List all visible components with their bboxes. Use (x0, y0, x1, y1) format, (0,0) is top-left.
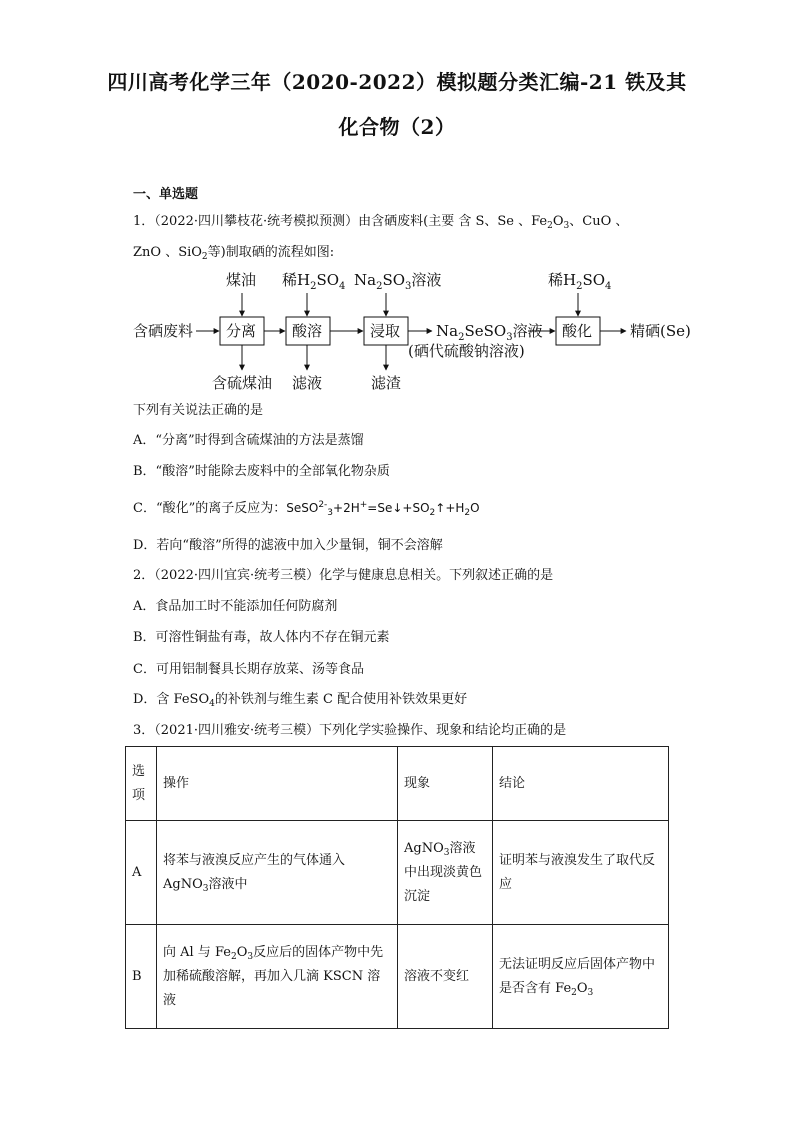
row-a-option: A (126, 821, 157, 925)
box-separation-label: 分离 (226, 322, 257, 340)
header-option: 选项 (126, 747, 157, 821)
header-operation: 操作 (157, 747, 398, 821)
output-residue: 滤渣 (371, 374, 402, 392)
q1-flow-diagram (0, 262, 794, 397)
row-a-operation: 将苯与液溴反应产生的气体通入 AgNO$_3$溶液中 (157, 821, 398, 925)
start-selenium-waste: 含硒废料 (133, 322, 194, 340)
title-line-1: 四川高考化学三年（2020-2022）模拟题分类汇编-21 铁及其 (107, 70, 687, 94)
box-acidify-label: 酸化 (562, 322, 593, 340)
q1-option-c[interactable]: C．“酸化”的离子反应为：$SeSO^{2-}_3+2H^+=Se↓+SO_2↑+H_2O$ (133, 500, 480, 518)
q1-option-a[interactable]: A．“分离”时得到含硫煤油的方法是蒸馏 (133, 433, 364, 448)
q2-option-d[interactable]: D．含 FeSO$_4$的补铁剂与维生素 C 配合使用补铁效果更好 (133, 692, 468, 709)
table-row-a (126, 821, 669, 925)
q1-prompt: 下列有关说法正确的是 (133, 403, 264, 418)
input-dilute-h2so4-2: 稀$H_2SO_4$ (548, 271, 612, 292)
box-acid-dissolve-label: 酸溶 (292, 322, 323, 340)
q1-stem-line-2: ZnO 、SiO$_2$等)制取硒的流程如图: (133, 245, 335, 262)
q1-option-b[interactable]: B．“酸溶”时能除去废料中的全部氧化物杂质 (133, 464, 390, 479)
row-b-operation: 向 Al 与 $Fe_2O_3$反应后的固体产物中先加稀硫酸溶解，再加入几滴 KSCN 溶液 (157, 925, 398, 1029)
output-sulfur-kerosene: 含硫煤油 (212, 374, 273, 392)
q3-stem: 3．（2021·四川雅安·统考三模）下列化学实验操作、现象和结论均正确的是 (133, 723, 567, 738)
end-refined-selenium: 精硒(Se) (630, 322, 691, 340)
q2-stem: 2．（2022·四川宜宾·统考三模）化学与健康息息相关。下列叙述正确的是 (133, 568, 554, 583)
input-kerosene: 煤油 (226, 271, 257, 289)
box-leaching-label: 浸取 (370, 322, 401, 340)
header-conclusion: 结论 (493, 747, 669, 821)
table-header-row (126, 747, 669, 821)
input-na2so3-solution: $Na_2SO_3$溶液 (354, 271, 442, 292)
q1-stem-line-1: 1．（2022·四川攀枝花·统考模拟预测）由含硒废料(主要 含 S、Se 、$Fe_2O_3$、CuO 、 (133, 214, 629, 231)
row-a-conclusion: 证明苯与液溴发生了取代反应 (493, 821, 669, 925)
row-a-phenomenon: AgNO$_3$溶液中出现淡黄色沉淀 (398, 821, 493, 925)
mid-note: (硒代硫酸钠溶液) (408, 342, 525, 360)
output-filtrate: 滤液 (292, 374, 323, 392)
q2-option-b[interactable]: B．可溶性铜盐有毒，故人体内不存在铜元素 (133, 630, 390, 645)
table-row-b (126, 925, 669, 1029)
mid-na2seso3-solution: $Na_2SeSO_3$溶液 (436, 322, 543, 343)
q1-option-d[interactable]: D．若向“酸溶”所得的滤液中加入少量铜，铜不会溶解 (133, 538, 443, 553)
input-dilute-h2so4-1: 稀$H_2SO_4$ (282, 271, 346, 292)
section-heading: 一、单选题 (133, 187, 199, 202)
title-line-2: 化合物（2） (338, 115, 456, 139)
row-b-option: B (126, 925, 157, 1029)
row-b-conclusion: 无法证明反应后固体产物中是否含有 $Fe_2O_3$ (493, 925, 669, 1029)
q2-option-a[interactable]: A．食品加工时不能添加任何防腐剂 (133, 599, 338, 614)
row-b-phenomenon: 溶液不变红 (398, 925, 493, 1029)
q3-table (125, 746, 669, 1029)
header-phenomenon: 现象 (398, 747, 493, 821)
q2-option-c[interactable]: C．可用铝制餐具长期存放菜、汤等食品 (133, 662, 364, 677)
